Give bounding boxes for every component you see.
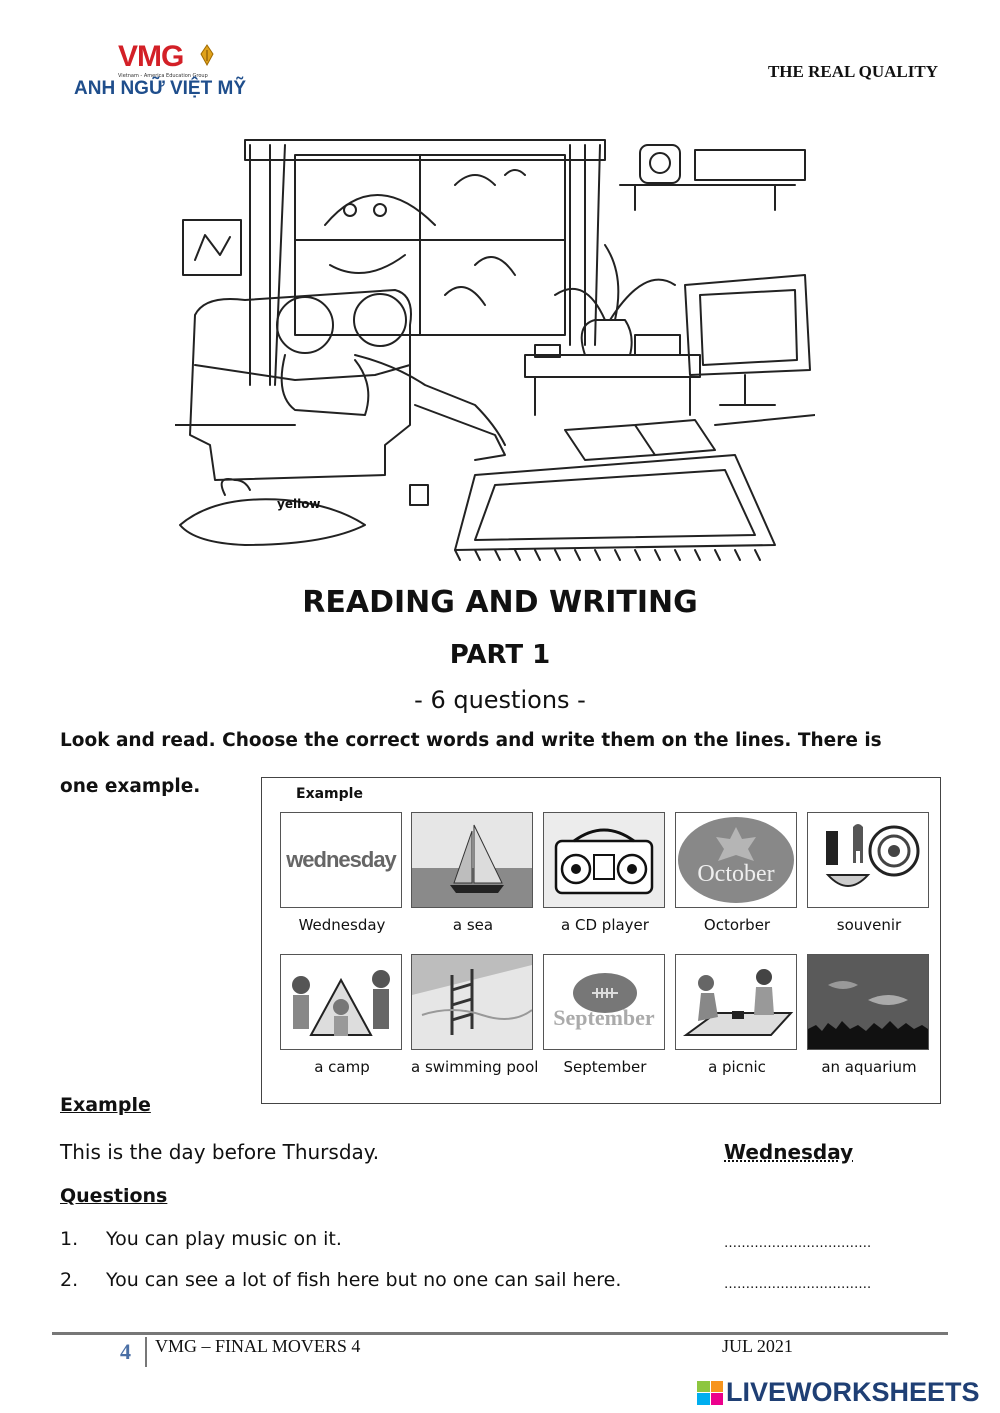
example-heading: Example bbox=[60, 1094, 151, 1116]
word-box bbox=[261, 777, 941, 1104]
questions-heading: Questions bbox=[60, 1185, 168, 1207]
question-count: - 6 questions - bbox=[414, 686, 586, 714]
brand-name: LIVEWORKSHEETS bbox=[726, 1377, 980, 1407]
wednesday-text-icon: wednesday bbox=[280, 812, 402, 908]
liveworksheets-logo-icon bbox=[697, 1381, 723, 1405]
footer-separator bbox=[145, 1337, 147, 1367]
word-caption: an aquarium bbox=[821, 1058, 917, 1076]
picnic-icon bbox=[675, 954, 797, 1050]
question-number-1: 1. bbox=[60, 1228, 79, 1250]
vmg-logo bbox=[70, 40, 260, 104]
pool-ladder-icon bbox=[411, 954, 533, 1050]
footer-date: JUL 2021 bbox=[722, 1336, 793, 1356]
page-title: READING AND WRITING bbox=[302, 585, 698, 620]
word-caption: Wednesday bbox=[298, 916, 386, 934]
campers-icon bbox=[280, 954, 402, 1050]
question-text-2: You can see a lot of fish here but no one can sail here. bbox=[106, 1269, 622, 1291]
example-question: This is the day before Thursday. bbox=[60, 1140, 380, 1164]
word-caption: a picnic bbox=[708, 1058, 766, 1076]
word-caption: a swimming pool bbox=[411, 1058, 539, 1076]
question-number-2: 2. bbox=[60, 1269, 79, 1291]
question-text-1: You can play music on it. bbox=[106, 1228, 342, 1250]
word-caption: September bbox=[563, 1058, 647, 1076]
word-item-camp bbox=[280, 954, 404, 1076]
logo-text: VMG bbox=[118, 40, 184, 73]
instructions-line-1: Look and read. Choose the correct words and write them on the lines. There is bbox=[60, 730, 882, 751]
word-caption: a sea bbox=[452, 916, 494, 934]
footer-divider bbox=[52, 1332, 948, 1335]
living-room-illustration bbox=[175, 125, 815, 565]
liveworksheets-brand[interactable] bbox=[697, 1377, 980, 1408]
word-item-september bbox=[543, 954, 667, 1076]
word-item-aquarium bbox=[807, 954, 931, 1076]
word-caption: a camp bbox=[314, 1058, 370, 1076]
word-caption: a CD player bbox=[561, 916, 649, 934]
logo-name: ANH NGỮ VIỆT MỸ bbox=[74, 78, 246, 99]
instructions-line-2: one example. bbox=[60, 776, 201, 797]
word-item-sea bbox=[411, 812, 535, 934]
aquarium-icon bbox=[807, 954, 929, 1050]
october-leaf-icon: October bbox=[675, 812, 797, 908]
word-item-swimming-pool bbox=[411, 954, 539, 1076]
word-caption: Octorber bbox=[703, 916, 771, 934]
word-box-label: Example bbox=[296, 786, 363, 802]
part-title: PART 1 bbox=[449, 640, 551, 670]
september-football-icon: September bbox=[543, 954, 665, 1050]
logo-tagline: Vietnam - America Education Group bbox=[118, 73, 208, 79]
souvenirs-icon bbox=[807, 812, 929, 908]
answer-blank-1[interactable]: ……………………………. bbox=[724, 1236, 872, 1251]
pen-nib-icon bbox=[200, 44, 214, 66]
boombox-icon bbox=[543, 812, 665, 908]
sailboat-icon bbox=[411, 812, 533, 908]
page-number: 4 bbox=[120, 1339, 131, 1364]
footer-title: VMG – FINAL MOVERS 4 bbox=[155, 1336, 361, 1356]
word-item-picnic bbox=[675, 954, 799, 1076]
answer-blank-2[interactable]: ……………………………. bbox=[724, 1277, 872, 1292]
word-item-cd-player bbox=[543, 812, 667, 934]
word-caption: souvenir bbox=[836, 916, 902, 934]
word-item-wednesday bbox=[280, 812, 404, 934]
yellow-label: yellow bbox=[277, 497, 321, 511]
word-item-souvenir bbox=[807, 812, 931, 934]
word-item-october bbox=[675, 812, 799, 934]
example-answer: Wednesday bbox=[724, 1140, 854, 1164]
header-tagline: THE REAL QUALITY bbox=[767, 62, 938, 81]
